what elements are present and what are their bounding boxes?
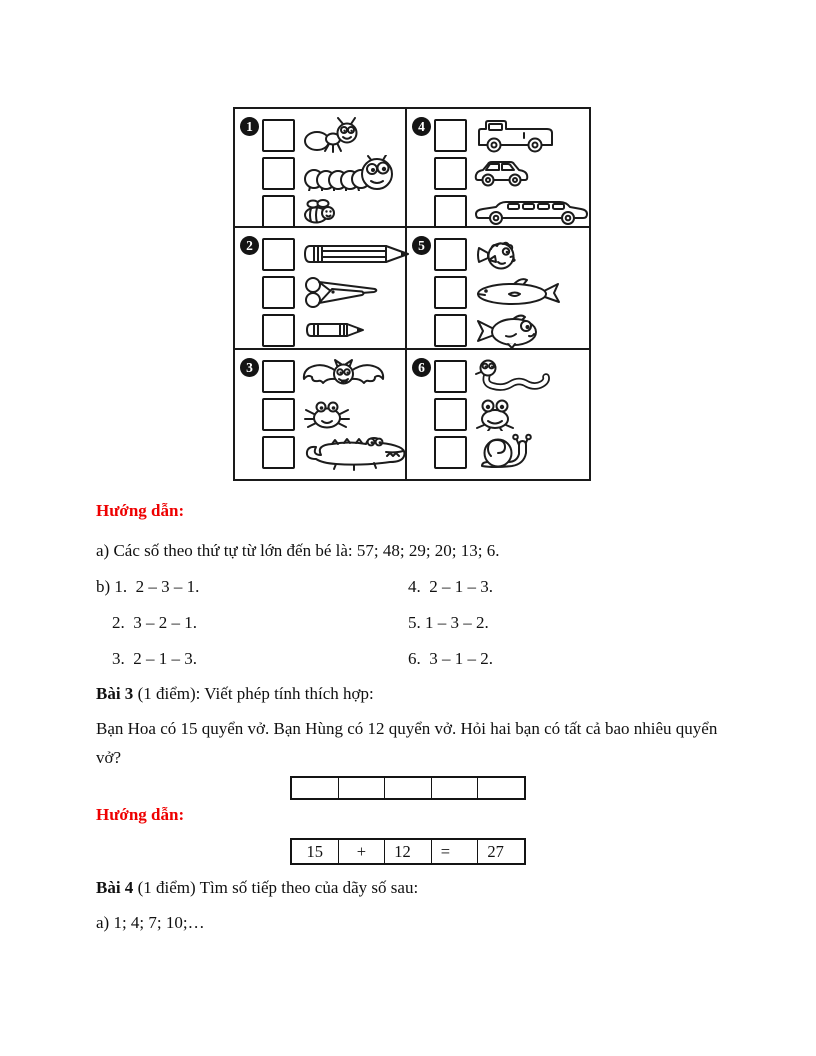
- crab-icon: [302, 398, 352, 430]
- answer-box: [262, 314, 295, 347]
- answer-box: [434, 119, 467, 152]
- exercise3-problem: Bạn Hoa có 15 quyển vở. Bạn Hùng có 12 quyển vở. Hỏi hai bạn có tất cả bao nhiêu quyển vở?: [96, 719, 718, 767]
- panel-number-badge: 4: [412, 117, 431, 136]
- puzzle-panel-1: [235, 109, 407, 228]
- puzzle-row: [434, 154, 589, 192]
- puzzle-row: [262, 273, 403, 311]
- puzzle-row: [262, 357, 403, 395]
- panel-number-badge: 2: [240, 236, 259, 255]
- answer-cell: 15: [292, 840, 339, 863]
- puzzle-row: [262, 311, 403, 349]
- exercise4-line-a: a) 1; 4; 7; 10;…: [96, 913, 205, 932]
- answer-cell: [292, 778, 339, 798]
- answer-cell: [478, 778, 524, 798]
- answer-cell: 12: [385, 840, 432, 863]
- answer-item-5: 5. 1 – 3 – 2.: [408, 613, 489, 632]
- frog-icon: [474, 398, 516, 431]
- big-fish-icon: [474, 312, 542, 348]
- snail-icon: [474, 433, 536, 471]
- answer-item-6: 6. 3 – 1 – 2.: [408, 649, 493, 668]
- bee-icon: [302, 198, 335, 224]
- small-fish-icon: [474, 238, 524, 271]
- answer-box: [434, 276, 467, 309]
- answer-box: [262, 398, 295, 431]
- answer-cell: =: [432, 840, 479, 863]
- answer-box: [262, 195, 295, 228]
- pencil-icon: [302, 241, 410, 267]
- ant-icon: [302, 117, 364, 153]
- answer-box: [262, 436, 295, 469]
- puzzle-row: [434, 395, 589, 433]
- answer-item-1: b) 1. 2 – 3 – 1.: [96, 577, 200, 596]
- pickup-truck-icon: [474, 118, 556, 153]
- panel-number-badge: 1: [240, 117, 259, 136]
- puzzle-row: [434, 192, 589, 230]
- puzzle-row: [262, 116, 403, 154]
- puzzle-row: [434, 311, 589, 349]
- exercise4-title: [96, 878, 418, 898]
- answer-box: [262, 119, 295, 152]
- puzzle-row: [434, 235, 589, 273]
- answer-cell: [385, 778, 432, 798]
- answer-box: [262, 238, 295, 271]
- answer-box: [434, 436, 467, 469]
- puzzle-panel-5: [407, 228, 591, 350]
- puzzle-row: [262, 154, 403, 192]
- answer-box: [434, 157, 467, 190]
- caterpillar-icon: [302, 155, 395, 191]
- answer-box: [434, 238, 467, 271]
- answer-box: [434, 314, 467, 347]
- answer-item-4: 4. 2 – 1 – 3.: [408, 577, 493, 596]
- puzzle-panel-6: [407, 350, 591, 479]
- puzzle-row: [262, 192, 403, 230]
- answer-item-2: 2. 3 – 2 – 1.: [112, 613, 197, 632]
- answer-box: [262, 276, 295, 309]
- panel-number-badge: 6: [412, 358, 431, 377]
- answer-box: [262, 157, 295, 190]
- worm-icon: [474, 359, 550, 394]
- answer-table-empty: [290, 776, 526, 800]
- answer-box: [262, 360, 295, 393]
- puzzle-panel-2: [235, 228, 407, 350]
- solution-line-a: a) Các số theo thứ tự từ lớn đến bé là: 57; 48; 29; 20; 13; 6.: [96, 541, 500, 560]
- answer-cell: [339, 778, 386, 798]
- exercise3-title: [96, 684, 374, 704]
- answer-cell: +: [339, 840, 386, 863]
- answer-box: [434, 360, 467, 393]
- long-fish-icon: [474, 276, 562, 309]
- answer-box: [434, 398, 467, 431]
- solution-heading: Hướng dẫn:: [96, 501, 185, 520]
- puzzle-panel-3: [235, 350, 407, 479]
- puzzle-row: [434, 273, 589, 311]
- answer-box: [434, 195, 467, 228]
- answer-cell: [432, 778, 479, 798]
- answer-table-filled: [290, 838, 526, 865]
- limousine-icon: [474, 197, 589, 225]
- panel-number-badge: 5: [412, 236, 431, 255]
- exercise3-title-text: (1 điểm): Viết phép tính thích hợp:: [133, 684, 374, 703]
- puzzle-row: [434, 116, 589, 154]
- puzzle-row: [262, 433, 403, 471]
- crocodile-icon: [302, 434, 407, 471]
- exercise3-title-number: Bài 3: [96, 684, 134, 703]
- answer-cell: 27: [487, 841, 504, 861]
- puzzle-row: [262, 235, 403, 273]
- answer-item-3: 3. 2 – 1 – 3.: [112, 649, 197, 668]
- puzzle-row: [434, 433, 589, 471]
- exercise4-title-number: Bài 4: [96, 878, 134, 897]
- exercise4-title-text: (1 điểm) Tìm số tiếp theo của dãy số sau:: [133, 878, 419, 897]
- scissors-icon: [302, 276, 378, 309]
- car-icon: [474, 159, 529, 187]
- puzzle-panel-4: [407, 109, 591, 228]
- bat-icon: [302, 359, 385, 393]
- worksheet-grid: [233, 107, 591, 481]
- puzzle-row: [434, 357, 589, 395]
- crayon-icon: [302, 320, 365, 340]
- exercise3-solution-heading: Hướng dẫn:: [96, 805, 185, 824]
- puzzle-row: [262, 395, 403, 433]
- panel-number-badge: 3: [240, 358, 259, 377]
